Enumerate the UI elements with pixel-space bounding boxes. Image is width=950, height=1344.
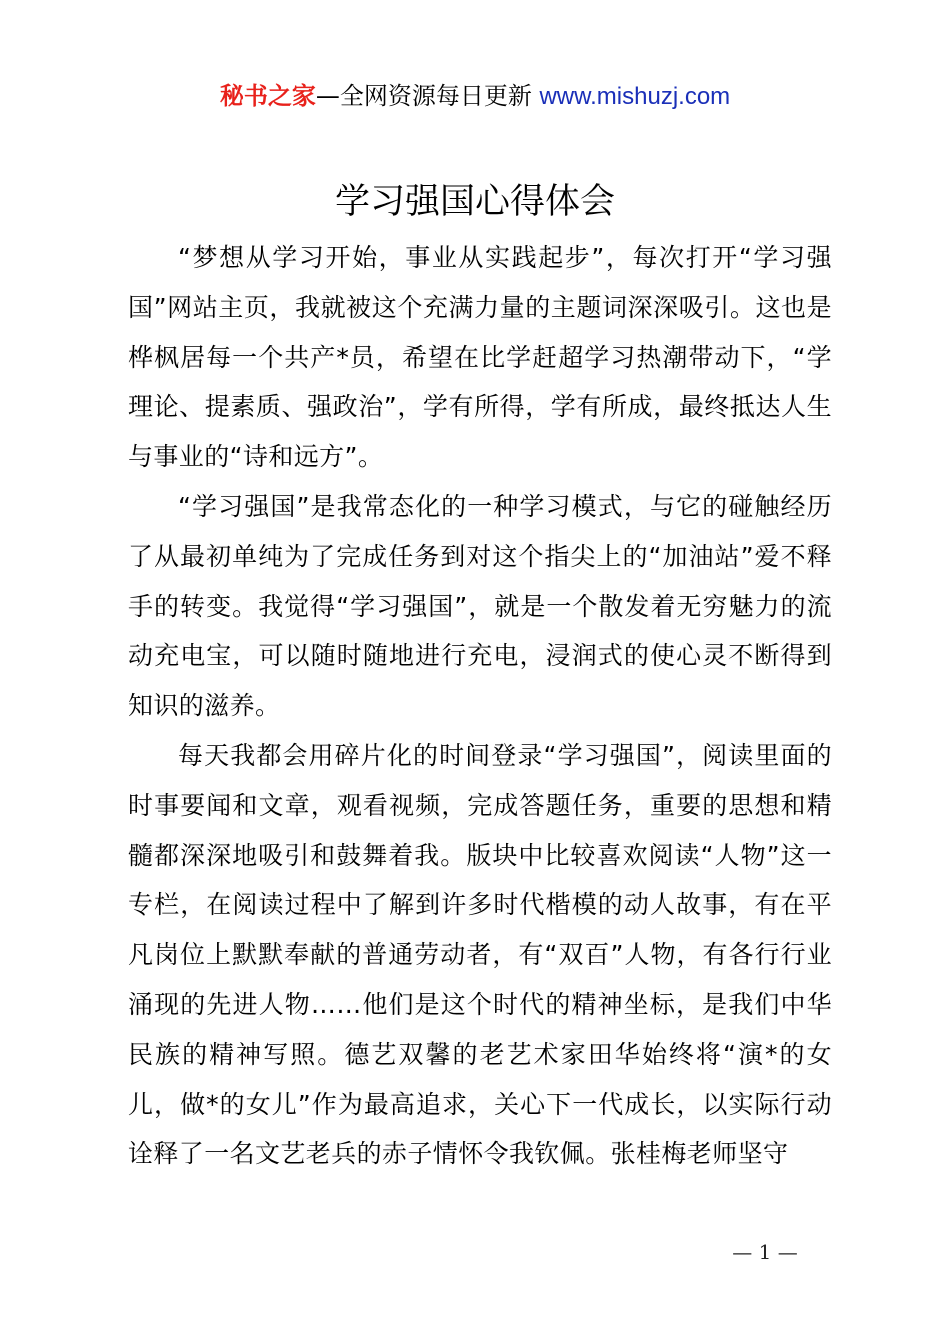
- site-url-link[interactable]: www.mishuzj.com: [539, 83, 731, 110]
- page-number: — 1 —: [732, 1240, 798, 1264]
- paragraph-2: “学习强国”是我常态化的一种学习模式，与它的碰触经历了从最初单纯为了完成任务到对这个指尖上的“加油站”爱不释手的转变。我觉得“学习强国”，就是一个散发着无穷魅力的流动充电宝，可以随时随地进行充电，浸润式的使心灵不断得到知识的滋养。: [128, 491, 832, 721]
- brand-name: 秘书之家: [219, 82, 316, 110]
- header-tagline: —全网资源每日更新: [315, 82, 532, 110]
- site-header: [0, 80, 950, 113]
- document-body: [128, 233, 832, 1179]
- document-title: 学习强国心得体会: [334, 182, 615, 222]
- paragraph-3: 每天我都会用碎片化的时间登录“学习强国”，阅读里面的时事要闻和文章，观看视频，完成答题任务，重要的思想和精髓都深深地吸引和鼓舞着我。版块中比较喜欢阅读“人物”这一专栏，在阅读过程中了解到许多时代楷模的动人故事，有在平凡岗位上默默奉献的普通劳动者，有“双百”人物，有各行行业涌现的先进人物……他们是这个时代的精神坐标，是我们中华民族的精神写照。德艺双馨的老艺术家田华始终将“演*的女儿，做*的女儿”作为最高追求，关心下一代成长，以实际行动诠释了一名文艺老兵的赤子情怀令我钦佩。张桂梅老师坚守: [128, 740, 832, 1169]
- paragraph-1: “梦想从学习开始，事业从实践起步”，每次打开“学习强国”网站主页，我就被这个充满力量的主题词深深吸引。这也是桦枫居每一个共产*员，希望在比学赶超学习热潮带动下，“学理论、提素质、强政治”，学有所得，学有所成，最终抵达人生与事业的“诗和远方”。: [128, 243, 832, 472]
